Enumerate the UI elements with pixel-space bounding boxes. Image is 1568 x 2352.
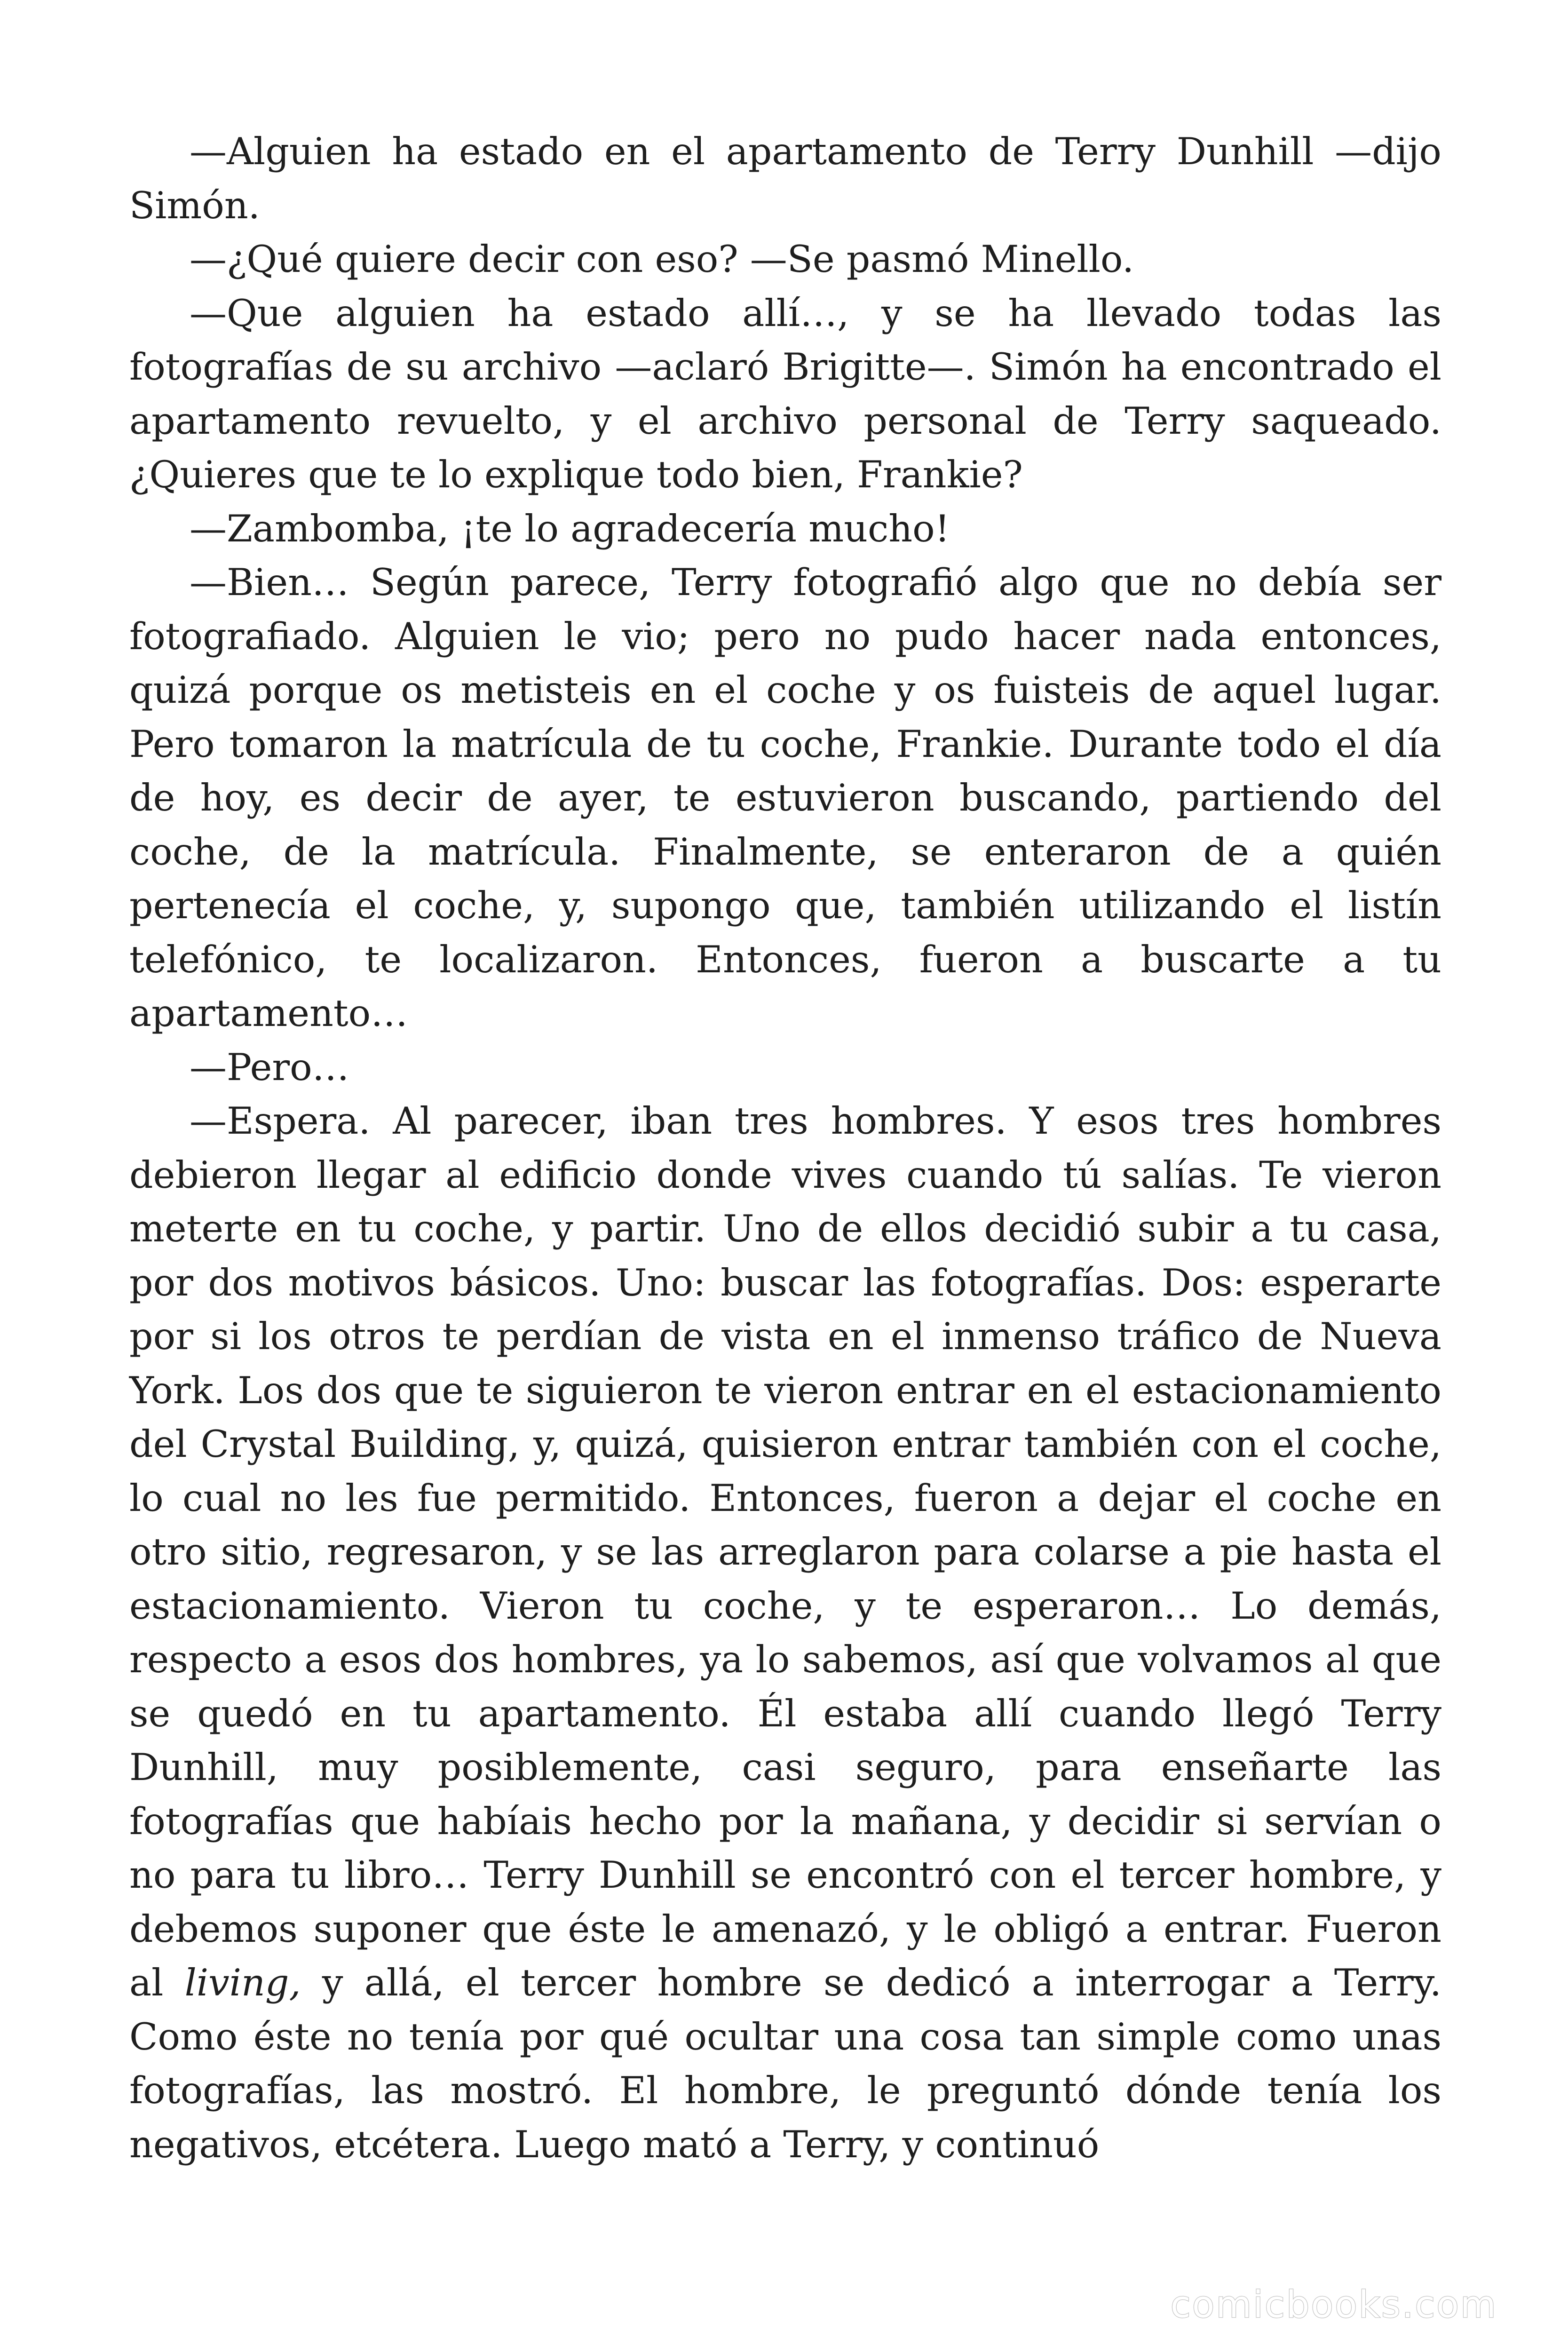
paragraph-6: —Pero… — [190, 1045, 349, 1089]
paragraph-7: —Espera. Al parecer, iban tres hombres. Y esos tres hombres debieron llegar al edificio donde vives cuando tú salías. Te vieron meterte en tu coche, y partir. Uno de ellos decidió subir a tu casa, por dos motivos básicos. Uno: buscar las fotografías. Dos: esperarte por si los otros te perdían de vista en el inmenso tráfico de Nueva York. Los dos que te siguieron te vieron entrar en el estacionamiento del Crystal Building, y, quizá, quisieron entrar también con el coche, lo cual no les fue permitido. Entonces, fueron a dejar el coche en otro sitio, regresaron, y se las arreglaron para colarse a pie hasta el estacionamiento. Vieron tu coche, y te esperaron… Lo demás, respecto a esos dos hombres, ya lo sabemos, así que volvamos al que se quedó en tu apartamento. Él estaba allí cuando llegó Terry Dunhill, muy posiblemente, casi seguro, para enseñarte las fotografías que habíais hecho por la mañana, y decidir si servían o no para tu libro… Terry Dunhill se encontró con el tercer hombre, y debemos suponer que éste le amenazó, y le obligó a entrar. Fueron al living, y allá, el tercer hombre se dedicó a interrogar a Terry. Como éste no tenía por qué ocultar una cosa tan simple como unas fotografías, las mostró. El hombre, le preguntó dónde tenía los negativos, etcétera. Luego mató a Terry, y continuó — [129, 1099, 1441, 2166]
italic-living: living, — [184, 1961, 301, 2004]
paragraph-2: —¿Qué quiere decir con eso? —Se pasmó Minello. — [190, 238, 1134, 281]
paragraph-1: —Alguien ha estado en el apartamento de Terry Dunhill —dijo Simón. — [129, 130, 1441, 227]
paragraph-5: —Bien… Según parece, Terry fotografió algo que no debía ser fotografiado. Alguien le vio; pero no pudo hacer nada entonces, quizá porque os metisteis en el coche y os fuisteis de aquel lugar. Pero tomaron la matrícula de tu coche, Frankie. Durante todo el día de hoy, es decir de ayer, te estuvieron buscando, partiendo del coche, de la matrícula. Finalmente, se enteraron de a quién pertenecía el coche, y, supongo que, también utilizando el listín telefónico, te localizaron. Entonces, fueron a buscarte a tu apartamento… — [129, 561, 1441, 1035]
paragraph-3: —Que alguien ha estado allí…, y se ha llevado todas las fotografías de su archivo —aclaró Brigitte—. Simón ha encontrado el apartamento revuelto, y el archivo personal de Terry saqueado. ¿Quieres que te lo explique todo bien, Frankie? — [129, 291, 1441, 496]
paragraph-4: —Zambomba, ¡te lo agradecería mucho! — [190, 507, 950, 550]
body-text — [129, 125, 1441, 2171]
watermark-logo: comicbooks.com — [1170, 2284, 1497, 2326]
